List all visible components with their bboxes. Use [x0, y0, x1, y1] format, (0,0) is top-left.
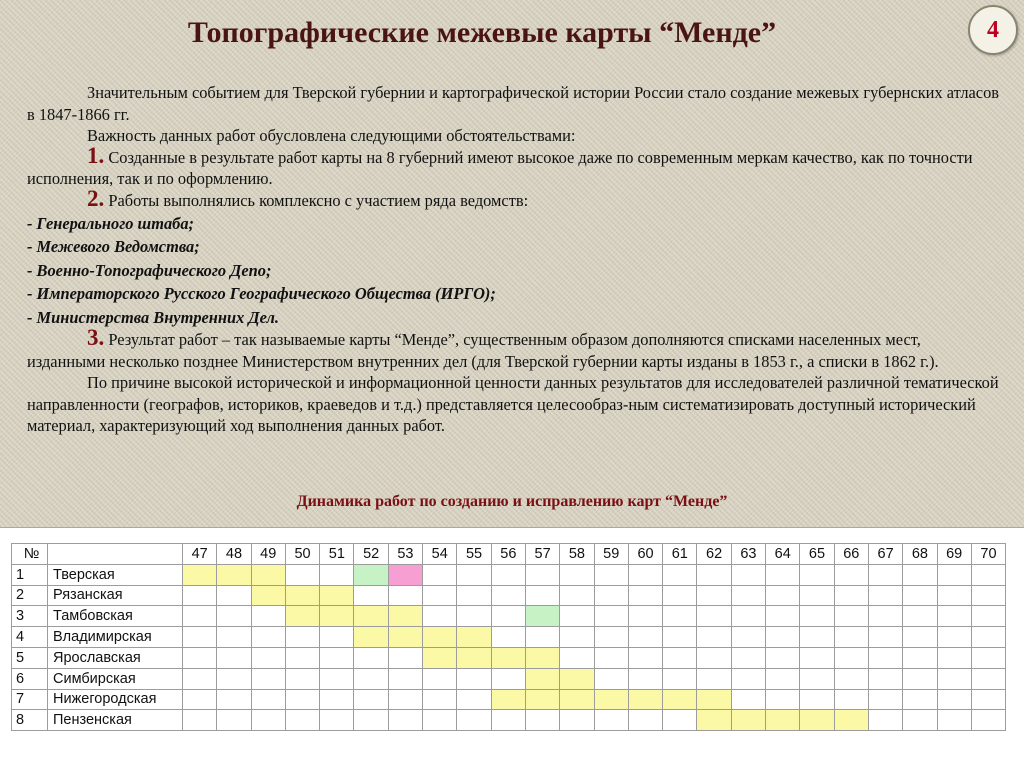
province-name: Владимирская — [48, 627, 183, 648]
empty-cell — [423, 585, 457, 606]
work-period-cell — [457, 647, 491, 668]
empty-cell — [457, 564, 491, 585]
empty-cell — [937, 627, 971, 648]
empty-cell — [285, 647, 319, 668]
empty-cell — [423, 668, 457, 689]
table-row — [12, 647, 1006, 668]
year-header: 62 — [697, 544, 731, 565]
empty-cell — [525, 710, 559, 731]
empty-cell — [868, 564, 902, 585]
work-period-cell — [491, 689, 525, 710]
empty-cell — [868, 647, 902, 668]
agency-item: - Военно-Топографического Депо; — [27, 260, 272, 280]
empty-cell — [663, 668, 697, 689]
year-header: 59 — [594, 544, 628, 565]
work-period-cell — [388, 606, 422, 627]
work-period-cell — [251, 585, 285, 606]
empty-cell — [903, 689, 937, 710]
empty-cell — [834, 647, 868, 668]
empty-cell — [285, 627, 319, 648]
work-period-cell — [766, 710, 800, 731]
year-header: 48 — [217, 544, 251, 565]
work-period-cell — [285, 585, 319, 606]
empty-cell — [560, 606, 594, 627]
row-number: 1 — [12, 564, 48, 585]
empty-cell — [663, 627, 697, 648]
point-3 — [27, 325, 1002, 372]
year-header: 61 — [663, 544, 697, 565]
empty-cell — [937, 606, 971, 627]
empty-cell — [217, 585, 251, 606]
empty-cell — [560, 564, 594, 585]
empty-cell — [320, 647, 354, 668]
empty-cell — [183, 627, 217, 648]
province-name: Тамбовская — [48, 606, 183, 627]
empty-cell — [731, 585, 765, 606]
col-header-name — [48, 544, 183, 565]
work-period-cell — [251, 564, 285, 585]
work-period-cell — [731, 710, 765, 731]
province-name: Тверская — [48, 564, 183, 585]
empty-cell — [594, 627, 628, 648]
work-period-cell — [560, 668, 594, 689]
empty-cell — [423, 710, 457, 731]
empty-cell — [903, 564, 937, 585]
empty-cell — [354, 585, 388, 606]
empty-cell — [217, 710, 251, 731]
empty-cell — [525, 627, 559, 648]
empty-cell — [183, 606, 217, 627]
empty-cell — [697, 627, 731, 648]
empty-cell — [183, 689, 217, 710]
empty-cell — [457, 689, 491, 710]
year-header: 49 — [251, 544, 285, 565]
work-period-cell — [423, 627, 457, 648]
work-period-cell — [800, 710, 834, 731]
empty-cell — [697, 668, 731, 689]
province-name: Ярославская — [48, 647, 183, 668]
work-period-cell — [354, 564, 388, 585]
empty-cell — [868, 585, 902, 606]
intro-paragraph: Значительным событием для Тверской губернии и картографической истории России стало создание межевых губернских атласов в 1847-1866 гг. — [27, 83, 1000, 124]
row-number: 2 — [12, 585, 48, 606]
empty-cell — [800, 689, 834, 710]
empty-cell — [560, 710, 594, 731]
empty-cell — [971, 689, 1005, 710]
empty-cell — [800, 564, 834, 585]
empty-cell — [903, 668, 937, 689]
work-period-cell — [388, 627, 422, 648]
empty-cell — [251, 689, 285, 710]
empty-cell — [937, 689, 971, 710]
empty-cell — [423, 689, 457, 710]
point-3-text: Результат работ – так называемые карты “Менде”, существенным образом дополняются списками населенных мест, изданными несколько позднее Министерством внутренних дел (для Тверской губернии карты изданы в 1853 г., а списки в 1862 г.). — [27, 330, 939, 371]
conclusion-paragraph: По причине высокой исторической и информационной ценности данных результатов для исследователей различной тематической направленности (географов, историков, краеведов и т.д.) представляется целесообраз-ным систематизировать доступный исторический материал, характеризующий ход выполнения данных работ. — [27, 373, 999, 436]
province-name: Нижегородская — [48, 689, 183, 710]
empty-cell — [971, 710, 1005, 731]
empty-cell — [320, 689, 354, 710]
agency-item: - Императорского Русского Географического Общества (ИРГО); — [27, 284, 496, 304]
empty-cell — [320, 710, 354, 731]
empty-cell — [217, 647, 251, 668]
empty-cell — [766, 564, 800, 585]
table-row — [12, 668, 1006, 689]
year-header: 47 — [183, 544, 217, 565]
province-name: Пензенская — [48, 710, 183, 731]
work-period-cell — [491, 647, 525, 668]
empty-cell — [937, 668, 971, 689]
empty-cell — [217, 627, 251, 648]
work-period-cell — [457, 627, 491, 648]
year-header: 70 — [971, 544, 1005, 565]
empty-cell — [766, 647, 800, 668]
province-name: Рязанская — [48, 585, 183, 606]
agency-item: - Межевого Ведомства; — [27, 237, 200, 257]
year-header: 57 — [525, 544, 559, 565]
empty-cell — [697, 606, 731, 627]
empty-cell — [731, 647, 765, 668]
point-1 — [27, 142, 1002, 190]
empty-cell — [663, 710, 697, 731]
empty-cell — [285, 668, 319, 689]
empty-cell — [868, 689, 902, 710]
empty-cell — [594, 606, 628, 627]
empty-cell — [868, 668, 902, 689]
table-body — [12, 564, 1006, 730]
table-row — [12, 564, 1006, 585]
work-period-cell — [663, 689, 697, 710]
empty-cell — [663, 585, 697, 606]
empty-cell — [731, 689, 765, 710]
empty-cell — [354, 668, 388, 689]
empty-cell — [423, 564, 457, 585]
row-number: 5 — [12, 647, 48, 668]
empty-cell — [354, 689, 388, 710]
year-header: 50 — [285, 544, 319, 565]
point-3-number: 3. — [87, 325, 105, 351]
empty-cell — [697, 647, 731, 668]
year-header: 52 — [354, 544, 388, 565]
year-header: 56 — [491, 544, 525, 565]
empty-cell — [834, 689, 868, 710]
year-header: 67 — [868, 544, 902, 565]
work-period-cell — [354, 606, 388, 627]
empty-cell — [491, 627, 525, 648]
empty-cell — [971, 606, 1005, 627]
year-header: 69 — [937, 544, 971, 565]
body-text — [27, 82, 1002, 437]
empty-cell — [525, 564, 559, 585]
year-header: 68 — [903, 544, 937, 565]
table-caption: Динамика работ по созданию и исправлению карт “Менде” — [296, 493, 728, 510]
empty-cell — [354, 647, 388, 668]
empty-cell — [628, 710, 662, 731]
empty-cell — [937, 585, 971, 606]
empty-cell — [868, 627, 902, 648]
empty-cell — [663, 564, 697, 585]
empty-cell — [766, 668, 800, 689]
empty-cell — [183, 710, 217, 731]
province-name: Симбирская — [48, 668, 183, 689]
empty-cell — [183, 647, 217, 668]
empty-cell — [251, 606, 285, 627]
empty-cell — [388, 647, 422, 668]
empty-cell — [766, 606, 800, 627]
point-1-text: Созданные в результате работ карты на 8 губерний имеют высокое даже по современным меркам качество, как по точности исполнения, так и по оформлению. — [27, 147, 973, 189]
empty-cell — [251, 668, 285, 689]
empty-cell — [834, 668, 868, 689]
row-number: 4 — [12, 627, 48, 648]
empty-cell — [285, 710, 319, 731]
table-row — [12, 689, 1006, 710]
empty-cell — [491, 564, 525, 585]
empty-cell — [251, 627, 285, 648]
empty-cell — [834, 627, 868, 648]
empty-cell — [320, 627, 354, 648]
works-timeline-table — [11, 543, 1006, 731]
work-period-cell — [354, 627, 388, 648]
empty-cell — [971, 585, 1005, 606]
point-2-number: 2. — [87, 185, 105, 211]
point-2-text: Работы выполнялись комплексно с участием ряда ведомств: — [108, 190, 529, 210]
work-period-cell — [697, 689, 731, 710]
empty-cell — [903, 585, 937, 606]
table-panel — [0, 527, 1024, 769]
table-header-row — [12, 544, 1006, 565]
empty-cell — [628, 647, 662, 668]
empty-cell — [388, 585, 422, 606]
empty-cell — [628, 627, 662, 648]
empty-cell — [320, 668, 354, 689]
empty-cell — [491, 668, 525, 689]
empty-cell — [388, 710, 422, 731]
empty-cell — [766, 585, 800, 606]
empty-cell — [594, 564, 628, 585]
empty-cell — [491, 710, 525, 731]
empty-cell — [594, 585, 628, 606]
empty-cell — [697, 564, 731, 585]
empty-cell — [663, 606, 697, 627]
empty-cell — [491, 606, 525, 627]
empty-cell — [457, 710, 491, 731]
empty-cell — [800, 606, 834, 627]
empty-cell — [183, 668, 217, 689]
year-header: 54 — [423, 544, 457, 565]
empty-cell — [285, 564, 319, 585]
work-period-cell — [628, 689, 662, 710]
empty-cell — [731, 606, 765, 627]
empty-cell — [423, 606, 457, 627]
importance-paragraph: Важность данных работ обусловлена следующими обстоятельствами: — [87, 126, 576, 146]
empty-cell — [251, 710, 285, 731]
work-period-cell — [560, 689, 594, 710]
empty-cell — [834, 564, 868, 585]
agency-item: - Генерального штаба; — [27, 213, 194, 233]
empty-cell — [594, 668, 628, 689]
row-number: 6 — [12, 668, 48, 689]
work-period-cell — [525, 647, 559, 668]
empty-cell — [388, 689, 422, 710]
year-header: 53 — [388, 544, 422, 565]
empty-cell — [560, 647, 594, 668]
empty-cell — [903, 627, 937, 648]
empty-cell — [834, 606, 868, 627]
empty-cell — [731, 627, 765, 648]
empty-cell — [183, 585, 217, 606]
work-period-cell — [320, 585, 354, 606]
empty-cell — [937, 710, 971, 731]
empty-cell — [937, 564, 971, 585]
empty-cell — [903, 647, 937, 668]
empty-cell — [800, 647, 834, 668]
empty-cell — [354, 710, 388, 731]
work-period-cell — [525, 606, 559, 627]
empty-cell — [628, 606, 662, 627]
work-period-cell — [525, 668, 559, 689]
page-title: Топографические межевые карты “Менде” — [187, 16, 777, 49]
empty-cell — [731, 564, 765, 585]
table-row — [12, 710, 1006, 731]
empty-cell — [868, 606, 902, 627]
empty-cell — [834, 585, 868, 606]
empty-cell — [560, 627, 594, 648]
empty-cell — [251, 647, 285, 668]
table-row — [12, 627, 1006, 648]
empty-cell — [766, 627, 800, 648]
year-header: 51 — [320, 544, 354, 565]
empty-cell — [628, 564, 662, 585]
empty-cell — [594, 647, 628, 668]
empty-cell — [903, 710, 937, 731]
year-header: 55 — [457, 544, 491, 565]
empty-cell — [628, 668, 662, 689]
empty-cell — [800, 668, 834, 689]
empty-cell — [971, 564, 1005, 585]
work-period-cell — [697, 710, 731, 731]
empty-cell — [457, 585, 491, 606]
empty-cell — [285, 689, 319, 710]
agency-item: - Министерства Внутренних Дел. — [27, 307, 279, 327]
empty-cell — [766, 689, 800, 710]
work-period-cell — [320, 606, 354, 627]
year-header: 66 — [834, 544, 868, 565]
empty-cell — [971, 627, 1005, 648]
empty-cell — [320, 564, 354, 585]
empty-cell — [731, 668, 765, 689]
work-period-cell — [388, 564, 422, 585]
table-row — [12, 585, 1006, 606]
empty-cell — [594, 710, 628, 731]
slide-number-badge: 4 — [968, 5, 1018, 55]
work-period-cell — [525, 689, 559, 710]
point-2 — [27, 185, 1002, 212]
empty-cell — [457, 668, 491, 689]
work-period-cell — [183, 564, 217, 585]
work-period-cell — [834, 710, 868, 731]
year-header: 60 — [628, 544, 662, 565]
empty-cell — [800, 585, 834, 606]
empty-cell — [868, 710, 902, 731]
empty-cell — [697, 585, 731, 606]
year-header: 64 — [766, 544, 800, 565]
point-1-number: 1. — [87, 142, 105, 168]
empty-cell — [663, 647, 697, 668]
empty-cell — [217, 606, 251, 627]
empty-cell — [217, 689, 251, 710]
empty-cell — [560, 585, 594, 606]
empty-cell — [903, 606, 937, 627]
year-header: 65 — [800, 544, 834, 565]
work-period-cell — [285, 606, 319, 627]
empty-cell — [971, 647, 1005, 668]
empty-cell — [491, 585, 525, 606]
row-number: 8 — [12, 710, 48, 731]
row-number: 7 — [12, 689, 48, 710]
work-period-cell — [423, 647, 457, 668]
empty-cell — [628, 585, 662, 606]
row-number: 3 — [12, 606, 48, 627]
year-header: 58 — [560, 544, 594, 565]
empty-cell — [800, 627, 834, 648]
empty-cell — [525, 585, 559, 606]
empty-cell — [457, 606, 491, 627]
work-period-cell — [594, 689, 628, 710]
empty-cell — [937, 647, 971, 668]
col-header-number: № — [12, 544, 48, 565]
year-header: 63 — [731, 544, 765, 565]
empty-cell — [971, 668, 1005, 689]
empty-cell — [217, 668, 251, 689]
empty-cell — [388, 668, 422, 689]
table-row — [12, 606, 1006, 627]
work-period-cell — [217, 564, 251, 585]
